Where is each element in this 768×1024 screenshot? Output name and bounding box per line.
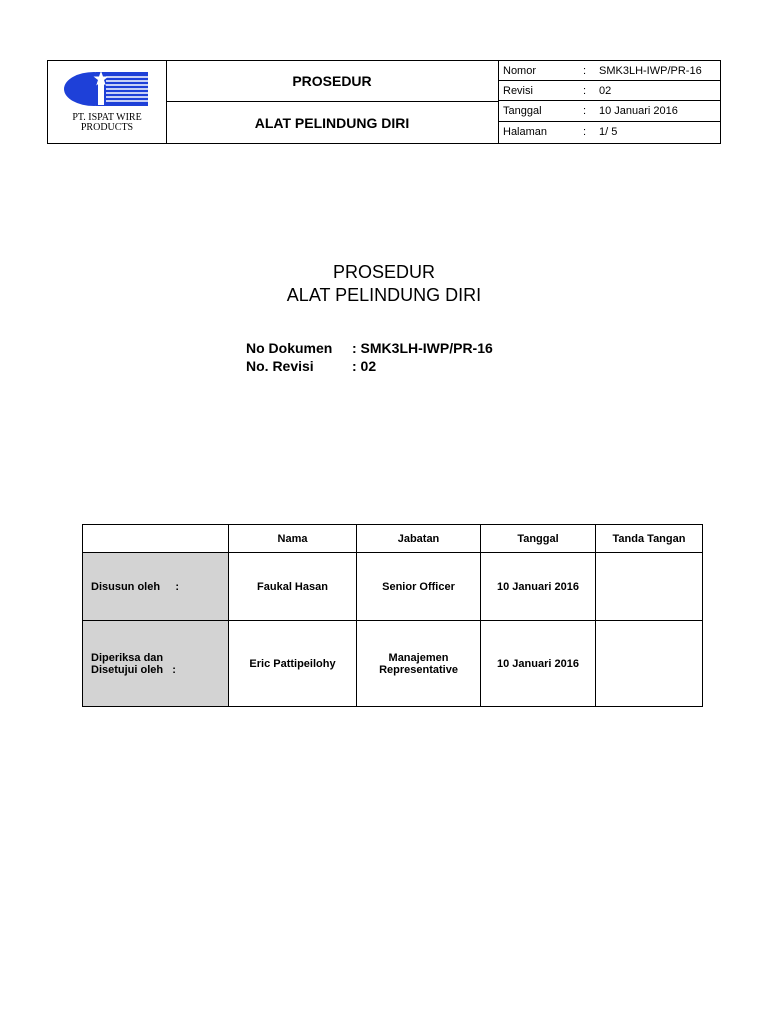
header-cell-nama: Nama [229, 525, 357, 553]
role-label-line1: Diperiksa dan [91, 651, 164, 664]
meta-colon: : [583, 85, 587, 97]
jabatan-cell [357, 621, 481, 707]
header-cell-blank [83, 525, 229, 553]
jabatan-cell: Senior Officer [357, 553, 481, 621]
role-cell [83, 621, 229, 707]
header-cell-tanda-tangan: Tanda Tangan [596, 525, 703, 553]
header-cell-jabatan: Jabatan [357, 525, 481, 553]
nama-cell: Faukal Hasan [229, 553, 357, 621]
meta-colon: : [583, 65, 587, 77]
meta-label: Tanggal [503, 105, 542, 117]
logo-cell [48, 61, 167, 143]
document-title-line1: PROSEDUR [332, 262, 435, 282]
meta-label: Nomor [503, 65, 537, 77]
approval-table-header [83, 525, 703, 553]
nama-cell: Eric Pattipeilohy [229, 621, 357, 707]
meta-value: 1/ 5 [599, 126, 618, 138]
meta-label: Halaman [503, 126, 548, 138]
header-meta [499, 61, 721, 143]
jabatan-line1: Manajemen [388, 651, 449, 664]
company-name: PT. ISPAT WIRE PRODUCTS [72, 112, 142, 133]
tanggal-cell: 10 Januari 2016 [481, 621, 596, 707]
meta-value: 02 [599, 85, 612, 97]
role-cell [83, 553, 229, 621]
doc-number-label: No Dokumen [246, 340, 333, 356]
meta-colon: : [583, 105, 587, 117]
table-row-disusun [83, 553, 703, 621]
header-cell-tanggal: Tanggal [481, 525, 596, 553]
meta-row-halaman [499, 122, 721, 143]
meta-row-tanggal [499, 101, 721, 122]
meta-colon: : [583, 126, 587, 138]
approval-table [82, 524, 703, 707]
document-header [47, 60, 721, 144]
doc-number-line [246, 339, 493, 357]
meta-row-nomor [499, 61, 721, 81]
signature-cell [596, 621, 703, 707]
doc-revision-line [246, 357, 376, 375]
document-title-line2: ALAT PELINDUNG DIRI [286, 285, 482, 305]
meta-label: Revisi [503, 85, 533, 97]
signature-cell [596, 553, 703, 621]
meta-value: 10 Januari 2016 [599, 105, 678, 117]
jabatan-line2: Representative [379, 663, 458, 676]
header-title-cell [166, 61, 499, 143]
tanggal-cell: 10 Januari 2016 [481, 553, 596, 621]
role-label-line2: Disetujui oleh : [91, 663, 176, 676]
role-label: Disusun oleh : [91, 580, 180, 593]
doc-revision-value: : 02 [352, 358, 377, 374]
company-logo [62, 69, 152, 109]
table-row-diperiksa [83, 621, 703, 707]
meta-row-revisi [499, 81, 721, 101]
header-title-prosedur: PROSEDUR [166, 61, 498, 102]
meta-value: SMK3LH-IWP/PR-16 [599, 65, 702, 77]
header-title-subject: ALAT PELINDUNG DIRI [254, 114, 410, 131]
doc-number-value: : SMK3LH-IWP/PR-16 [352, 340, 493, 356]
doc-revision-label: No. Revisi [246, 358, 314, 374]
